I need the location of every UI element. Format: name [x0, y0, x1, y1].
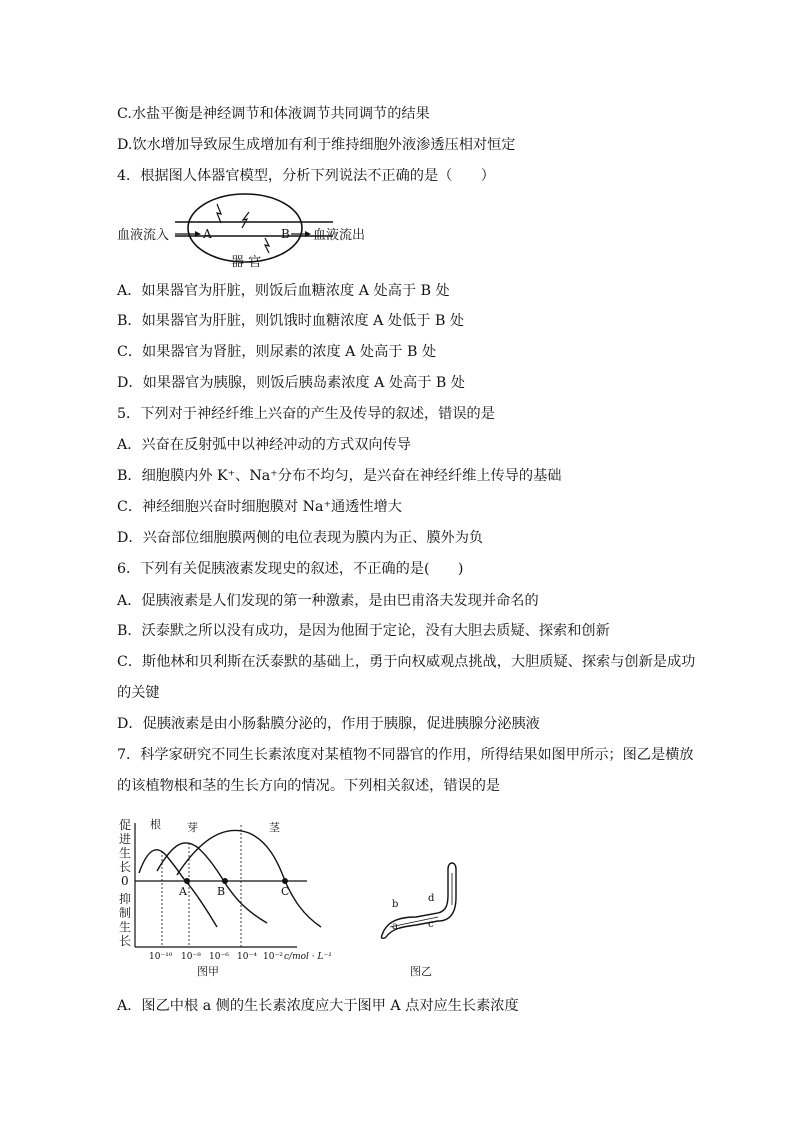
- inflow-label: 血液流入: [117, 228, 170, 243]
- question-7-option-a: A．图乙中根 a 侧的生长素浓度应大于图甲 A 点对应生长素浓度: [117, 998, 519, 1014]
- question-4-option-d: D．如果器官为胰腺，则饭后胰岛素浓度 A 处高于 B 处: [117, 375, 466, 391]
- tick-5: 10⁻²: [263, 952, 283, 962]
- figure-jia-caption: 图甲: [197, 965, 219, 978]
- ylabel-inhibit-2: 制: [119, 906, 132, 920]
- question-5-option-d: D．兴奋部位细胞膜两侧的电位表现为膜内为正、膜外为负: [117, 530, 484, 546]
- unit-label: c/mol · L⁻¹: [284, 952, 332, 962]
- point-b-label: B: [217, 885, 226, 898]
- question-4-option-a: A．如果器官为肝脏，则饭后血糖浓度 A 处高于 B 处: [117, 283, 450, 299]
- point-b-label: B: [281, 227, 290, 241]
- curve-bud-label: 芽: [187, 821, 198, 834]
- question-4-stem: 4．根据图人体器官模型，分析下列说法不正确的是（ ）: [117, 168, 495, 184]
- ylabel-inhibit-4: 长: [119, 934, 132, 948]
- tick-1: 10⁻¹⁰: [149, 952, 173, 962]
- ylabel-promote-4: 长: [119, 860, 132, 874]
- ylabel-promote-3: 生: [119, 846, 132, 860]
- point-c-label: C: [281, 885, 290, 898]
- curve-bud: [157, 843, 267, 923]
- organ-model-figure: [117, 190, 367, 270]
- zero-label: 0: [121, 874, 129, 888]
- figure-jia-auxin-curves: [117, 815, 342, 980]
- side-c-label: c: [428, 919, 434, 930]
- question-5-stem: 5．下列对于神经纤维上兴奋的产生及传导的叙述，错误的是: [117, 406, 495, 422]
- question-4-option-c: C．如果器官为肾脏，则尿素的浓度 A 处高于 B 处: [117, 344, 437, 360]
- question-5-option-a: A．兴奋在反射弧中以神经冲动的方式双向传导: [117, 437, 411, 453]
- option-c-water-salt: C.水盐平衡是神经调节和体液调节共同调节的结果: [117, 106, 430, 122]
- point-a-label: A: [179, 885, 187, 898]
- figure-yi-plant: [372, 855, 472, 980]
- point-a-label: A: [203, 227, 212, 241]
- ylabel-promote-1: 促: [119, 818, 132, 832]
- curve-root-label: 根: [150, 818, 161, 831]
- curve-stem: [177, 830, 321, 927]
- question-5-option-c: C．神经细胞兴奋时细胞膜对 Na⁺通透性增大: [117, 499, 402, 515]
- ylabel-promote-2: 进: [119, 832, 132, 846]
- question-7-stem-line1: 7．科学家研究不同生长素浓度对某植物不同器官的作用，所得结果如图甲所示；图乙是横放: [117, 747, 694, 763]
- tick-3: 10⁻⁶: [209, 952, 229, 962]
- side-d-label: d: [428, 893, 435, 904]
- question-7-stem-line2: 的该植物根和茎的生长方向的情况。下列相关叙述，错误的是: [117, 778, 501, 794]
- tick-2: 10⁻⁸: [181, 952, 201, 962]
- option-d-drinking-water: D.饮水增加导致尿生成增加有利于维持细胞外液渗透压相对恒定: [117, 137, 516, 153]
- question-4-option-b: B．如果器官为肝脏，则饥饿时血糖浓度 A 处低于 B 处: [117, 313, 465, 329]
- tick-4: 10⁻⁴: [237, 952, 257, 962]
- ylabel-inhibit-3: 生: [119, 920, 132, 934]
- question-6-option-a: A．促胰液素是人们发现的第一种激素，是由巴甫洛夫发现并命名的: [117, 593, 539, 609]
- question-6-option-d: D．促胰液素是由小肠黏膜分泌的，作用于胰腺，促进胰腺分泌胰液: [117, 716, 540, 732]
- curve-root: [139, 850, 217, 927]
- question-6-option-b: B．沃泰默之所以没有成功，是因为他囿于定论，没有大胆去质疑、探索和创新: [117, 623, 610, 639]
- side-b-label: b: [392, 899, 399, 910]
- ylabel-inhibit-1: 抑: [119, 892, 132, 906]
- question-5-option-b: B．细胞膜内外 K⁺、Na⁺分布不均匀，是兴奋在神经纤维上传导的基础: [117, 468, 562, 484]
- question-6-option-c-line1: C．斯他林和贝利斯在沃泰默的基础上，勇于向权威观点挑战，大胆质疑、探索与创新是成功: [117, 654, 696, 670]
- question-6-option-c-line2: 的关键: [117, 685, 160, 701]
- curve-stem-label: 茎: [269, 821, 280, 834]
- figure-yi-caption: 图乙: [410, 965, 432, 978]
- organ-label: 器 官: [231, 255, 262, 270]
- side-a-label: a: [392, 921, 398, 932]
- outflow-label: 血液流出: [313, 228, 366, 243]
- question-6-stem: 6．下列有关促胰液素发现史的叙述，不正确的是( ): [117, 561, 464, 577]
